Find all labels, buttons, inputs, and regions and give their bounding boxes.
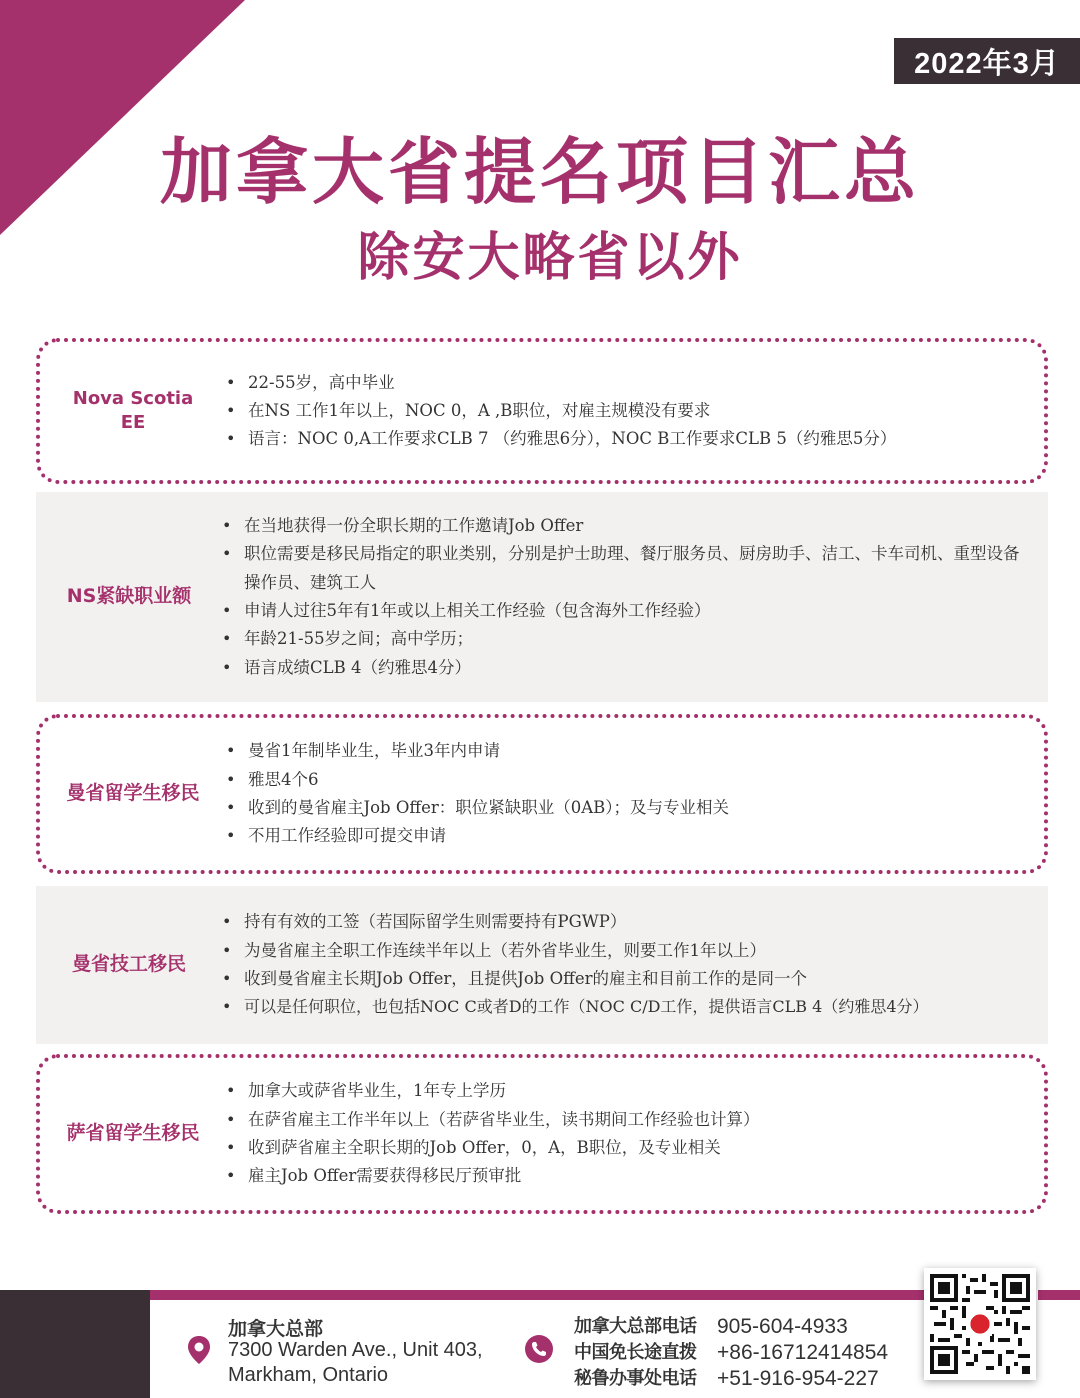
program-card-saskatchewan-student bbox=[36, 1054, 1048, 1214]
list-item: • 雇主Job Offer需要获得移民厅预审批 bbox=[222, 1162, 1026, 1190]
contact-phone: +51-916-954-227 bbox=[717, 1367, 879, 1390]
list-item: • 可以是任何职位，也包括NOC C或者D的工作（NOC C/D工作，提供语言CLB 4（约雅思4分） bbox=[218, 993, 1030, 1021]
list-item: • 22-55岁，高中毕业 bbox=[222, 369, 1026, 397]
program-card-manitoba-student bbox=[36, 714, 1048, 874]
contact-label: 加拿大总部电话 bbox=[574, 1316, 697, 1337]
list-item: • 不用工作经验即可提交申请 bbox=[222, 822, 1026, 850]
program-card-manitoba-skilled-worker bbox=[36, 886, 1048, 1044]
contact-phone: +86-16712414854 bbox=[717, 1341, 889, 1364]
hq-address-line1: 7300 Warden Ave., Unit 403, bbox=[228, 1339, 483, 1361]
program-label-line1: NS紧缺职业额 bbox=[66, 585, 192, 608]
list-item: • 持有有效的工签（若国际留学生则需要持有PGWP） bbox=[218, 908, 1030, 936]
program-label bbox=[40, 1121, 222, 1147]
list-item: • 在当地获得一份全职长期的工作邀请Job Offer bbox=[218, 512, 1030, 540]
program-requirements bbox=[222, 369, 1044, 454]
list-item: • 在NS 工作1年以上，NOC 0，A ,B职位，对雇主规模没有要求 bbox=[222, 397, 1026, 425]
footer-dark-band bbox=[0, 1290, 150, 1398]
page-title: 加拿大省提名项目汇总 bbox=[159, 130, 920, 214]
list-item: • 职位需要是移民局指定的职业类别，分别是护士助理、餐厅服务员、厨房助手、洁工、卡车司机、重型设备操作员、建筑工人 bbox=[218, 540, 1030, 597]
list-item: • 申请人过往5年有1年或以上相关工作经验（包含海外工作经验） bbox=[218, 597, 1030, 625]
list-item: • 曼省1年制毕业生，毕业3年内申请 bbox=[222, 737, 1026, 765]
phone-icon bbox=[524, 1334, 554, 1364]
program-label bbox=[40, 781, 222, 807]
program-label bbox=[36, 952, 218, 978]
list-item: • 语言成绩CLB 4（约雅思4分） bbox=[218, 654, 1030, 682]
map-pin-icon bbox=[186, 1335, 212, 1365]
program-label bbox=[36, 584, 218, 610]
program-label-line2: EE bbox=[120, 412, 146, 433]
list-item: • 加拿大或萨省毕业生，1年专上学历 bbox=[222, 1077, 1026, 1105]
contact-values bbox=[717, 1314, 888, 1392]
program-label-line1: 曼省留学生移民 bbox=[66, 782, 200, 805]
list-item: • 年龄21-55岁之间；高中学历； bbox=[218, 625, 1030, 653]
date-badge: 2022年3月 bbox=[894, 38, 1080, 84]
program-label bbox=[40, 387, 222, 436]
hq-address-line2: Markham, Ontario bbox=[228, 1364, 389, 1386]
list-item: • 雅思4个6 bbox=[222, 766, 1026, 794]
qr-code-icon bbox=[924, 1268, 1036, 1380]
contact-label: 中国免长途直拨 bbox=[574, 1342, 697, 1363]
contact-labels bbox=[574, 1314, 697, 1392]
hq-title: 加拿大总部 bbox=[228, 1318, 324, 1340]
qr-code-graphic bbox=[930, 1274, 1030, 1374]
program-label-line1: 萨省留学生移民 bbox=[66, 1122, 200, 1145]
program-card-nova-scotia-ee bbox=[36, 338, 1048, 484]
footer-accent-band bbox=[150, 1290, 930, 1300]
list-item: • 语言：NOC 0,A工作要求CLB 7 （约雅思6分），NOC B工作要求CLB 5（约雅思5分） bbox=[222, 425, 1026, 453]
contact-label: 秘鲁办事处电话 bbox=[574, 1368, 697, 1389]
contact-phone: 905-604-4933 bbox=[717, 1315, 848, 1338]
program-label-line1: Nova Scotia bbox=[72, 387, 194, 409]
list-item: • 收到的曼省雇主Job Offer：职位紧缺职业（0AB）；及与专业相关 bbox=[222, 794, 1026, 822]
program-requirements bbox=[222, 737, 1044, 850]
program-card-ns-labour-shortage bbox=[36, 492, 1048, 702]
list-item: • 收到萨省雇主全职长期的Job Offer，0，A，B职位，及专业相关 bbox=[222, 1134, 1026, 1162]
program-requirements bbox=[218, 908, 1048, 1021]
footer-accent-band-right bbox=[1038, 1290, 1080, 1300]
list-item: • 为曼省雇主全职工作连续半年以上（若外省毕业生，则要工作1年以上） bbox=[218, 937, 1030, 965]
list-item: • 在萨省雇主工作半年以上（若萨省毕业生，读书期间工作经验也计算） bbox=[222, 1106, 1026, 1134]
list-item: • 收到曼省雇主长期Job Offer，且提供Job Offer的雇主和目前工作的是同一个 bbox=[218, 965, 1030, 993]
program-requirements bbox=[218, 512, 1048, 682]
program-label-line1: 曼省技工移民 bbox=[71, 953, 186, 976]
program-requirements bbox=[222, 1077, 1044, 1190]
page-subtitle: 除安大略省以外 bbox=[357, 228, 743, 288]
